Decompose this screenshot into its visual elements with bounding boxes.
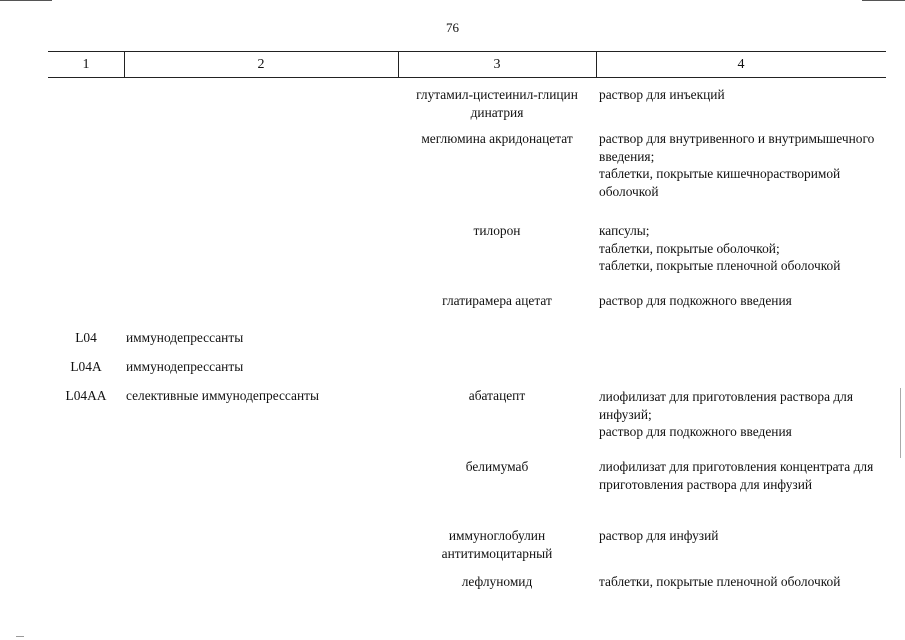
atc-code-cell: L04 (75, 330, 97, 345)
header-col-1: 1 (82, 57, 90, 72)
header-col-4: 4 (737, 57, 745, 72)
dosage-form-line: таблетки, покрытые оболочкой; (599, 240, 780, 256)
inn-cell: глутамил-цистеинил-глицин динатрия (416, 87, 578, 120)
table-header-bottom-border (48, 77, 886, 78)
scan-edge-right (862, 0, 905, 1)
inn-cell (400, 527, 594, 562)
dosage-form-cell (599, 388, 887, 441)
inn-cell: белимумаб (465, 459, 529, 474)
dosage-form-cell (599, 130, 887, 200)
scan-edge-left (0, 0, 52, 1)
dosage-form-cell: раствор для инъекций (599, 87, 725, 102)
dosage-form-cell: раствор для инфузий (599, 528, 719, 543)
atc-code-cell: L04AA (65, 388, 107, 403)
dosage-form-line: таблетки, покрытые кишечнорастворимой оболочкой (599, 166, 841, 199)
scan-edge-mark-bottom-left (16, 636, 24, 637)
dosage-form-line: раствор для внутривенного и внутримышечного введения; (599, 131, 875, 164)
atc-code-cell: L04A (70, 359, 102, 374)
atc-group-cell: иммунодепрессанты (126, 359, 244, 374)
page-number: 76 (446, 20, 459, 35)
inn-line: антитимоцитарный (441, 545, 553, 561)
header-col-3: 3 (493, 57, 501, 72)
table-header-row (48, 52, 886, 77)
inn-cell: глатирамера ацетат (442, 293, 552, 308)
header-col-2: 2 (257, 57, 265, 72)
scan-edge-mark-right (900, 388, 901, 458)
atc-group-cell: иммунодепрессанты (126, 330, 244, 345)
inn-cell: лефлуномид (461, 574, 533, 589)
inn-cell: меглюмина акридонацетат (421, 131, 573, 146)
dosage-form-cell (599, 222, 887, 275)
dosage-form-line: капсулы; (599, 223, 650, 238)
dosage-form-line: лиофилизат для приготовления раствора для инфузий; (599, 389, 854, 422)
dosage-form-cell: лиофилизат для приготовления концентрата для приготовления раствора для инфузий (599, 459, 874, 492)
inn-cell: абатацепт (468, 388, 526, 403)
dosage-form-cell: раствор для подкожного введения (599, 293, 792, 308)
inn-cell: тилорон (473, 223, 521, 238)
dosage-form-line: раствор для подкожного введения (599, 424, 792, 439)
dosage-form-line: таблетки, покрытые пленочной оболочкой (599, 258, 841, 273)
atc-group-cell: селективные иммунодепрессанты (126, 388, 319, 403)
inn-line: иммуноглобулин (448, 528, 546, 543)
dosage-form-cell: таблетки, покрытые пленочной оболочкой (599, 574, 841, 589)
